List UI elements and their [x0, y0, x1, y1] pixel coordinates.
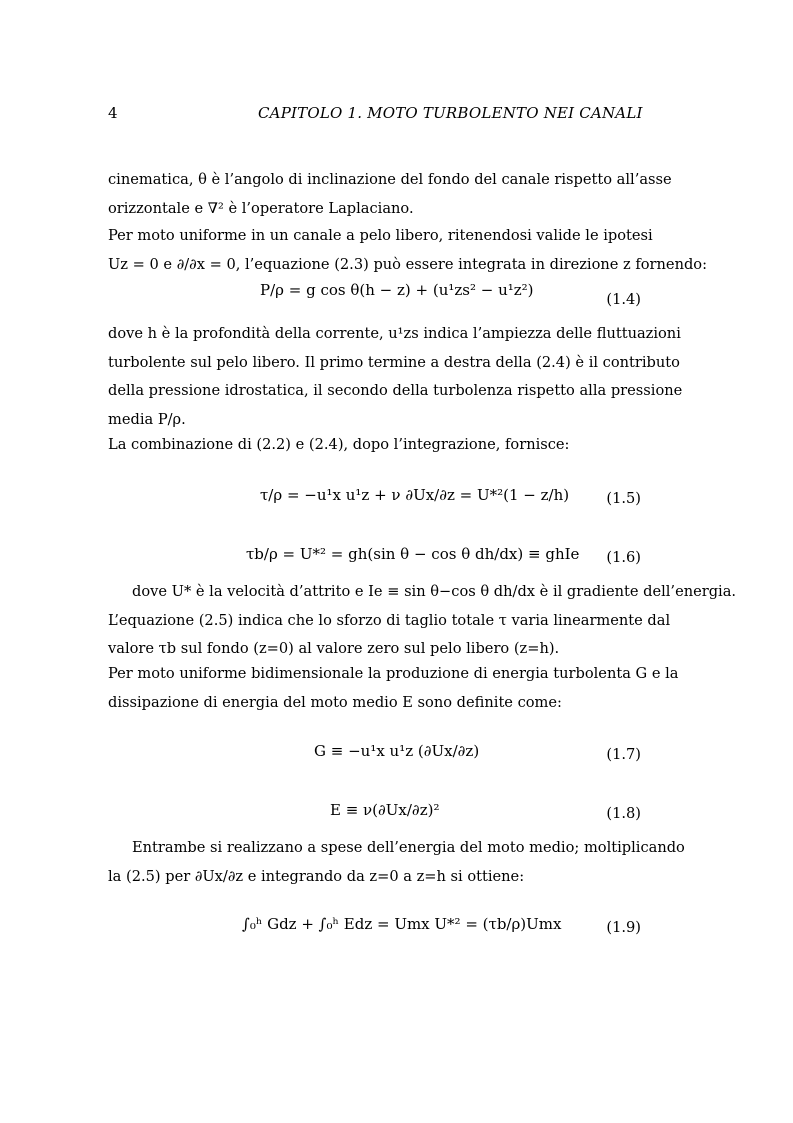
text-line: Per moto uniforme bidimensionale la produzione di energia turbolenta G e la — [108, 665, 679, 682]
paragraph-7 — [108, 834, 685, 891]
text-line: valore τb sul fondo (z=0) al valore zero sul pelo libero (z=h). — [108, 640, 560, 658]
equation-expression: G ≡ −u¹x u¹z (∂Ux/∂z) — [314, 742, 480, 760]
text-line: Per moto uniforme in un canale a pelo libero, ritenendosi valide le ipotesi — [108, 227, 653, 244]
equation-number: (1.4) — [606, 291, 641, 308]
equation-expression: ∫₀ʰ Gdz + ∫₀ʰ Edz = Umx U*² = (τb/ρ)Umx — [242, 915, 562, 933]
equation-number: (1.5) — [606, 490, 641, 507]
text-line: L’equazione (2.5) indica che lo sforzo di taglio totale τ varia linearmente dal — [108, 611, 671, 629]
paragraph-2 — [108, 222, 708, 279]
text-line: orizzontale e ∇² è l’operatore Laplaciano. — [108, 199, 414, 217]
text-line: dove h è la profondità della corrente, u¹zs indica l’ampiezza delle fluttuazioni — [108, 325, 681, 342]
equation-expression: P/ρ = g cos θ(h − z) + (u¹zs² − u¹z²) — [260, 281, 534, 299]
equation-1-7 — [108, 742, 641, 790]
equation-1-9 — [108, 915, 641, 963]
paragraph-1 — [108, 166, 672, 223]
text-line: turbolente sul pelo libero. Il primo termine a destra della (2.4) è il contributo — [108, 353, 680, 371]
paragraph-4 — [108, 431, 641, 460]
paragraph-6 — [108, 660, 679, 717]
paragraph-5 — [108, 578, 737, 664]
equation-expression: E ≡ ν(∂Ux/∂z)² — [330, 801, 440, 819]
paragraph-3 — [108, 320, 683, 434]
running-title: CAPITOLO 1. MOTO TURBOLENTO NEI CANALI — [258, 104, 643, 122]
equation-number: (1.9) — [606, 919, 641, 936]
equation-expression: τ/ρ = −u¹x u¹z + ν ∂Ux/∂z = U*²(1 − z/h) — [260, 486, 570, 504]
equation-number: (1.8) — [606, 805, 641, 822]
equation-expression: τb/ρ = U*² = gh(sin θ − cos θ dh/dx) ≡ ghIe — [246, 545, 580, 563]
equation-number: (1.7) — [606, 746, 641, 763]
page-number: 4 — [108, 104, 118, 122]
text-line: la (2.5) per ∂Ux/∂z e integrando da z=0 a z=h si ottiene: — [108, 867, 525, 885]
text-line: cinematica, θ è l’angolo di inclinazione del fondo del canale rispetto all’asse — [108, 171, 672, 188]
text-line: Entrambe si realizzano a spese dell’energia del moto medio; moltiplicando — [132, 839, 685, 856]
text-line: della pressione idrostatica, il secondo della turbolenza rispetto alla pressione — [108, 382, 683, 400]
text-line: media P/ρ. — [108, 410, 186, 428]
equation-1-5 — [108, 486, 641, 534]
text-line: dove U* è la velocità d’attrito e Ie ≡ sin θ−cos θ dh/dx è il gradiente dell’energia. — [132, 583, 737, 600]
text-line: dissipazione di energia del moto medio E sono definite come: — [108, 693, 562, 711]
text-line: La combinazione di (2.2) e (2.4), dopo l’integrazione, fornisce: — [108, 436, 570, 453]
equation-number: (1.6) — [606, 549, 641, 566]
text-line: Uz = 0 e ∂/∂x = 0, l’equazione (2.3) può essere integrata in direzione z fornendo: — [108, 255, 708, 273]
